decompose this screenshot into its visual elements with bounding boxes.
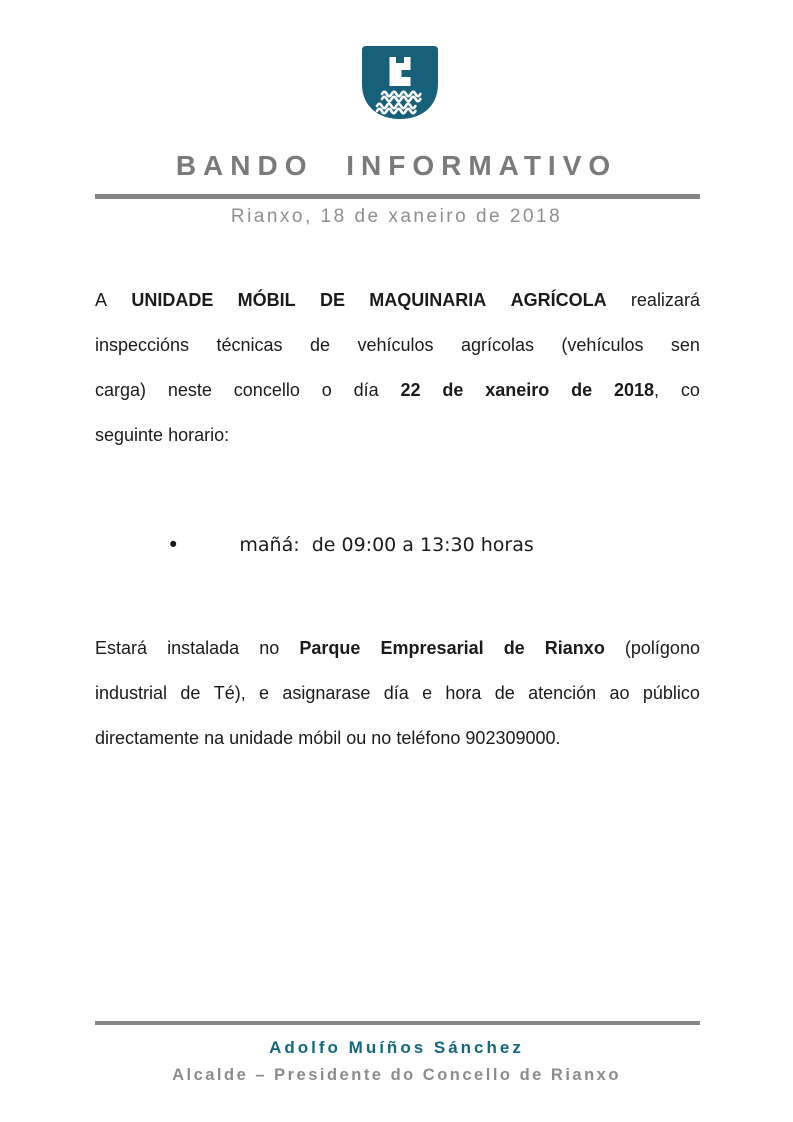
word: Estará [95,638,148,658]
word: 22 [400,380,421,400]
word: co [680,380,700,400]
header-divider [95,194,700,199]
word: (polígono [624,638,700,658]
word: MAQUINARIA [369,290,487,310]
word: o [321,380,332,400]
word: ao [609,683,630,703]
word: día [353,380,379,400]
word: industrial [95,683,168,703]
word: vehículos [357,335,434,355]
schedule-bullet-item [167,532,534,558]
word: teléfono [396,728,461,748]
word: Rianxo [544,638,605,658]
paragraph-line [95,332,700,377]
word: e [259,683,270,703]
paragraph-line [95,725,700,770]
word: sen [670,335,700,355]
word: 902309000. [465,728,561,748]
word: de [494,683,515,703]
word: horario: [168,425,230,445]
paragraph-line [95,635,700,680]
paragraph-line [95,680,700,725]
word: no [259,638,280,658]
word: ou [346,728,367,748]
word: neste [167,380,212,400]
word: día [383,683,409,703]
word: 2018, [614,380,660,400]
word: móbil [298,728,342,748]
bullet-icon: • [167,533,180,557]
word: de [180,683,201,703]
signature-name: Adolfo Muíños Sánchez [269,1038,524,1057]
signature-role: Alcalde – Presidente do Concello de Rianxo [172,1066,621,1084]
word: agrícolas [460,335,534,355]
paragraph-line [95,377,700,422]
body-paragraph-announcement [95,287,700,467]
word: hora [445,683,482,703]
word: Empresarial [380,638,484,658]
word: e [422,683,433,703]
word: atención [528,683,597,703]
word: concello [233,380,300,400]
word: Parque [299,638,361,658]
document-date: Rianxo, 18 de xaneiro de 2018 [230,206,563,227]
word: técnicas [216,335,283,355]
word: seguinte [95,425,164,445]
schedule-hours-text: mañá: de 09:00 a 13:30 horas [239,534,534,556]
paragraph-line [95,422,700,467]
word: Té), [213,683,246,703]
word: unidade [229,728,294,748]
word: instalada [167,638,240,658]
word: AGRÍCOLA [510,290,607,310]
word: de [309,335,331,355]
word: DE [319,290,345,310]
footer-divider [95,1021,700,1025]
paragraph-line [95,287,700,332]
word: directamente [95,728,200,748]
word: de [571,380,593,400]
document-title: BANDO INFORMATIVO [175,150,618,181]
word: UNIDADE [131,290,214,310]
word: (vehículos [561,335,644,355]
word: realizará [630,290,700,310]
concello-rianxo-crest-icon [362,46,438,119]
word: xaneiro [485,380,550,400]
word: público [642,683,700,703]
word: inspeccións [95,335,190,355]
word: MÓBIL [237,290,296,310]
word: asignarase [282,683,371,703]
word: no [371,728,392,748]
word: de [503,638,525,658]
word: na [204,728,225,748]
word: A [95,290,108,310]
word: carga) [95,380,147,400]
body-paragraph-location [95,635,700,770]
word: de [442,380,464,400]
